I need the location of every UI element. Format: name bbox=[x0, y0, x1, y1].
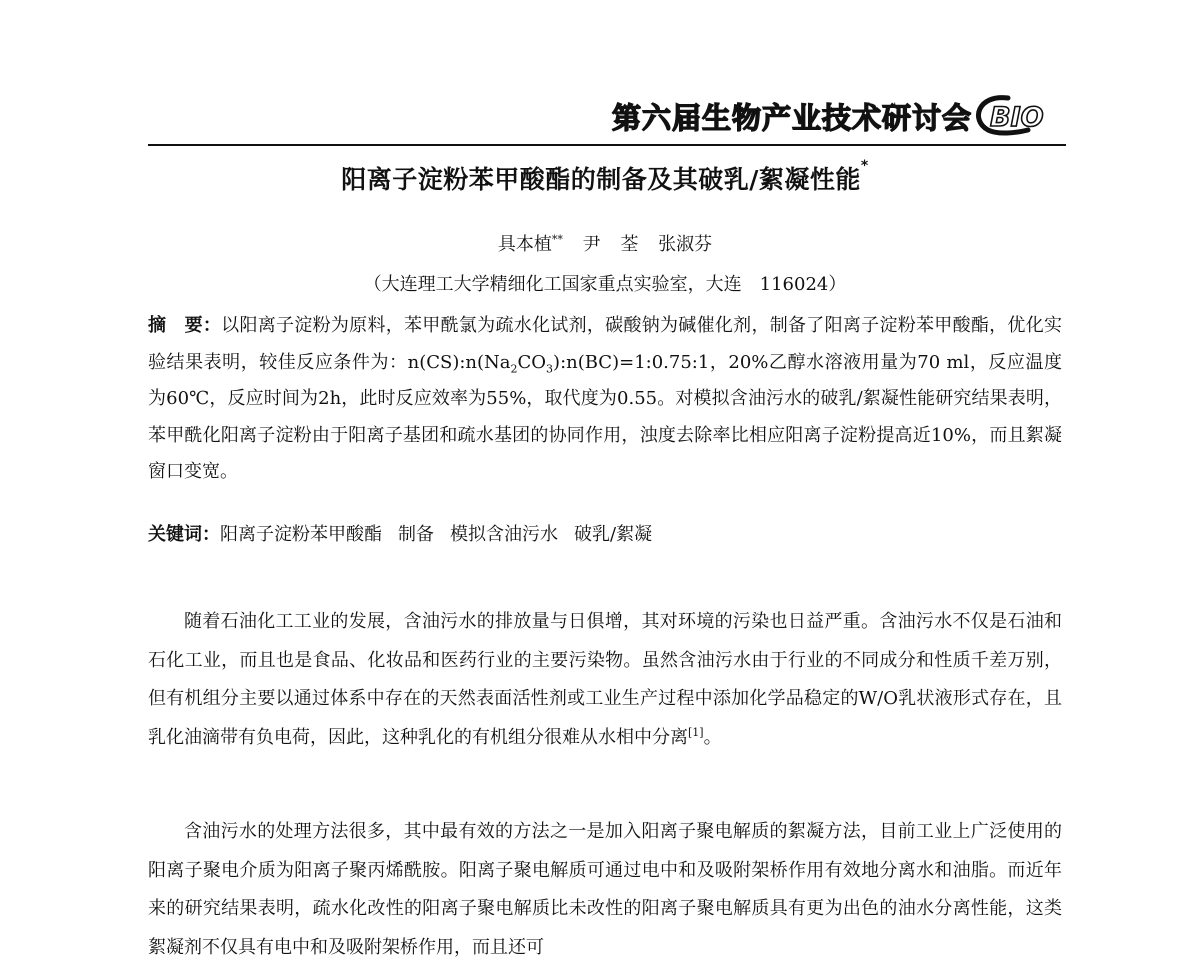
body-paragraph-2: 含油污水的处理方法很多，其中最有效的方法之一是加入阳离子聚电解质的絮凝方法，目前工业上广泛使用的阳离子聚电介质为阳离子聚丙烯酰胺。阳离子聚电解质可通过电中和及吸附架桥作用有效地分离水和油脂。而近年来的研究结果表明，疏水化改性的阳离子聚电解质比未改性的阳离子聚电解质具有更为出色的油水分离性能，这类絮凝剂不仅具有电中和及吸附架桥作用，而且还可 bbox=[148, 821, 1062, 958]
bio-logo bbox=[968, 92, 1060, 136]
title-text: 阳离子淀粉苯甲酸酯的制备及其破乳/絮凝性能 bbox=[341, 165, 861, 194]
paper-title bbox=[0, 160, 1200, 196]
abstract bbox=[148, 308, 1062, 491]
author-2: 尹 荃 bbox=[582, 234, 639, 255]
abstract-label: 摘 要： bbox=[148, 315, 222, 336]
abstract-sub-1: 2 bbox=[510, 362, 518, 376]
keyword-2: 制备 bbox=[398, 524, 434, 545]
body-paragraph-1 bbox=[148, 603, 1062, 757]
author-line bbox=[0, 230, 1200, 256]
keyword-4: 破乳/絮凝 bbox=[574, 524, 653, 545]
keyword-1: 阳离子淀粉苯甲酸酯 bbox=[220, 524, 382, 545]
affiliation: （大连理工大学精细化工国家重点实验室，大连 116024） bbox=[363, 274, 847, 295]
abstract-text-2: CO bbox=[517, 351, 547, 373]
keywords bbox=[148, 520, 1062, 546]
title-footnote-mark: * bbox=[860, 158, 869, 174]
author-1: 具本植 bbox=[497, 234, 552, 255]
author-3: 张淑芬 bbox=[658, 234, 713, 255]
p1-text: 随着石油化工工业的发展，含油污水的排放量与日俱增，其对环境的污染也日益严重。含油污水不仅是石油和石化工业，而且也是食品、化妆品和医药行业的主要污染物。虽然含油污水由于行业的不同成分和性质千差万别，但有机组分主要以通过体系中存在的天然表面活性剂或工业生产过程中添加化学品稳定的W/O乳状液形式存在，且乳化油滴带有负电荷，因此，这种乳化的有机组分很难从水相中分离 bbox=[148, 611, 1062, 748]
abstract-text-1: 以阳离子淀粉为原料，苯甲酰氯为疏水化试剂，碳酸钠为碱催化剂，制备了阳离子淀粉苯甲酸酯，优化实验结果表明，较佳反应条件为：n(CS):n(Na bbox=[148, 315, 1063, 373]
bio-logo-text: BIO bbox=[990, 102, 1044, 133]
author-1-mark: ** bbox=[551, 233, 563, 246]
abstract-text-3: ):n(BC)=1:0.75:1，20%乙醇水溶液用量为70 ml，反应温度为60℃，反应时间为2h，此时反应效率为55%，取代度为0.55。对模拟含油污水的破乳/絮凝性能研究结果表明，苯甲酰化阳离子淀粉由于阳离子基团和疏水基团的协同作用，浊度去除率比相应阳离子淀粉提高近10%，而且絮凝窗口变宽。 bbox=[148, 351, 1062, 482]
abstract-sub-2: 3 bbox=[546, 362, 554, 376]
conference-name: 第六届生物产业技术研讨会 bbox=[611, 101, 972, 135]
citation-1[interactable]: [1] bbox=[688, 725, 704, 739]
p1-end: 。 bbox=[703, 726, 722, 748]
keywords-label: 关键词： bbox=[148, 524, 220, 545]
keyword-3: 模拟含油污水 bbox=[450, 524, 558, 545]
conference-header bbox=[148, 92, 1060, 136]
header-rule bbox=[148, 144, 1066, 146]
